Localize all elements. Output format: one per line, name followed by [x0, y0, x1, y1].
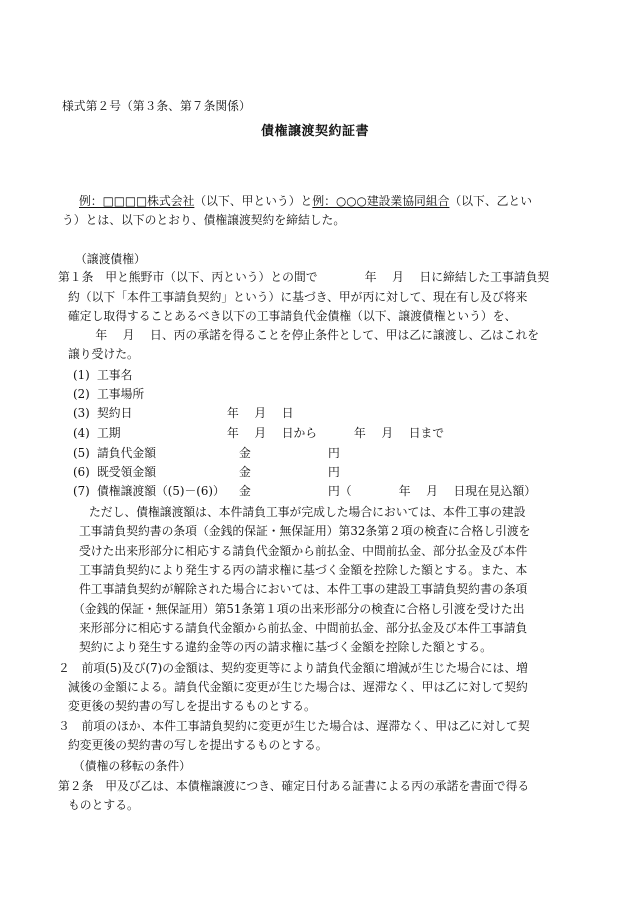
item-value: 金: [239, 484, 251, 498]
item-label: 工事場所: [97, 387, 145, 401]
proviso-line: 工事請負契約書の条項（金銭的保証・無保証用）第32条第２項の検査に合格し引渡を: [79, 524, 531, 538]
form-number: 様式第２号（第３条、第７条関係）: [62, 99, 251, 113]
document-title: 債権譲渡契約証書: [260, 124, 369, 139]
article-2-line: 第２条 甲及び乙は、本債権譲渡につき、確定日付ある証書による丙の承諾を書面で得る: [58, 779, 530, 793]
item-label: 既受領金額: [97, 465, 156, 479]
party-b-name: 例：○○○建設業協同組合: [312, 194, 450, 208]
item-value: 年 月 日まで: [354, 426, 445, 440]
item-row: [73, 404, 613, 422]
proviso-line: 来形部分に相応する請負代金額から前払金、中間前払金、部分払金及び本件工事請負: [79, 621, 528, 635]
article-1-line: 第１条 甲と熊野市（以下、丙という）との間で 年 月 日に締結した工事請負契: [58, 270, 550, 284]
item-row: [73, 444, 613, 462]
item-number: (7): [73, 484, 90, 498]
proviso-line: （金銭的保証・無保証用）第51条第１項の出来形部分の検査に合格し引渡を受けた出: [73, 602, 525, 616]
intro-text: （以下、甲という）と: [194, 194, 313, 208]
item-number: (6): [73, 465, 90, 479]
item-value: 金: [239, 465, 251, 479]
item-label: 契約日: [97, 406, 133, 420]
item-label: 請負代金額: [97, 446, 156, 460]
paragraph-2-line: 減後の金額による。請負代金額に変更が生じた場合は、遅滞なく、甲は乙に対して契約: [68, 680, 528, 694]
proviso-line: 件工事請負契約が解除された場合においては、本件工事の建設工事請負契約書の条項: [79, 582, 528, 596]
intro-line-1: [79, 192, 532, 210]
item-value: 金: [239, 446, 251, 460]
item-value: 年 月 日: [227, 406, 294, 420]
item-value: 円: [328, 465, 340, 479]
paragraph-2-line: 変更後の契約書の写しを提出するものとする。: [68, 699, 316, 713]
item-label: 債権譲渡額（(5)－(6)）: [97, 484, 225, 498]
item-number: (2): [73, 387, 90, 401]
intro-line-2: う）とは、以下のとおり、債権譲渡契約を締結した。: [62, 213, 346, 227]
proviso-line: 受けた出来形部分に相応する請負代金額から前払金、中間前払金、部分払金及び本件: [79, 544, 528, 558]
party-a-name: 例：□□□□株式会社: [79, 194, 195, 208]
item-row: [73, 463, 613, 481]
article-1-line: 譲り受けた。: [68, 347, 139, 361]
proviso-line: ただし、債権譲渡額は、本件請負工事が完成した場合においては、本件工事の建設: [89, 505, 526, 519]
item-row: [73, 482, 613, 500]
article-1-line: 確定し取得することあるべき以下の工事請負代金債権（以下、譲渡債権という）を、: [68, 309, 517, 323]
paragraph-3-line: ３ 前項のほか、本件工事請負契約に変更が生じた場合は、遅滞なく、甲は乙に対して契: [58, 719, 530, 733]
item-row: [73, 366, 613, 384]
article-1-line: 約（以下「本件工事請負契約」という）に基づき、甲が丙に対して、現在有し及び将来: [68, 290, 528, 304]
paragraph-3-line: 約変更後の契約書の写しを提出するものとする。: [68, 738, 328, 752]
item-value: 円: [328, 446, 340, 460]
intro-text: （以下、乙とい: [449, 194, 533, 208]
article-1-line: 年 月 日、丙の承諾を得ることを停止条件として、甲は乙に譲渡し、乙はこれを: [68, 328, 540, 342]
item-number: (4): [73, 426, 90, 440]
item-row: [73, 385, 613, 403]
proviso-line: 契約により発生する違約金等の丙の請求権に基づく金額を控除した額とする。: [79, 640, 492, 654]
item-number: (1): [73, 368, 90, 382]
item-value: 年 月 日から: [227, 426, 318, 440]
item-row: [73, 424, 613, 442]
paragraph-2-line: ２ 前項(5)及び(7)の金額は、契約変更等により請負代金額に増減が生じた場合には、増: [58, 661, 528, 675]
article-1-caption: （譲渡債権）: [75, 252, 146, 266]
item-number: (5): [73, 446, 90, 460]
article-2-caption: （債権の移転の条件）: [73, 759, 191, 773]
proviso-line: 工事請負契約により発生する丙の請求権に基づく金額を控除した額とする。また、本: [79, 563, 528, 577]
item-number: (3): [73, 406, 90, 420]
item-label: 工事名: [97, 368, 133, 382]
article-2-line: ものとする。: [68, 798, 139, 812]
item-label: 工期: [97, 426, 121, 440]
item-value: 円（ 年 月 日現在見込額）: [328, 484, 537, 498]
